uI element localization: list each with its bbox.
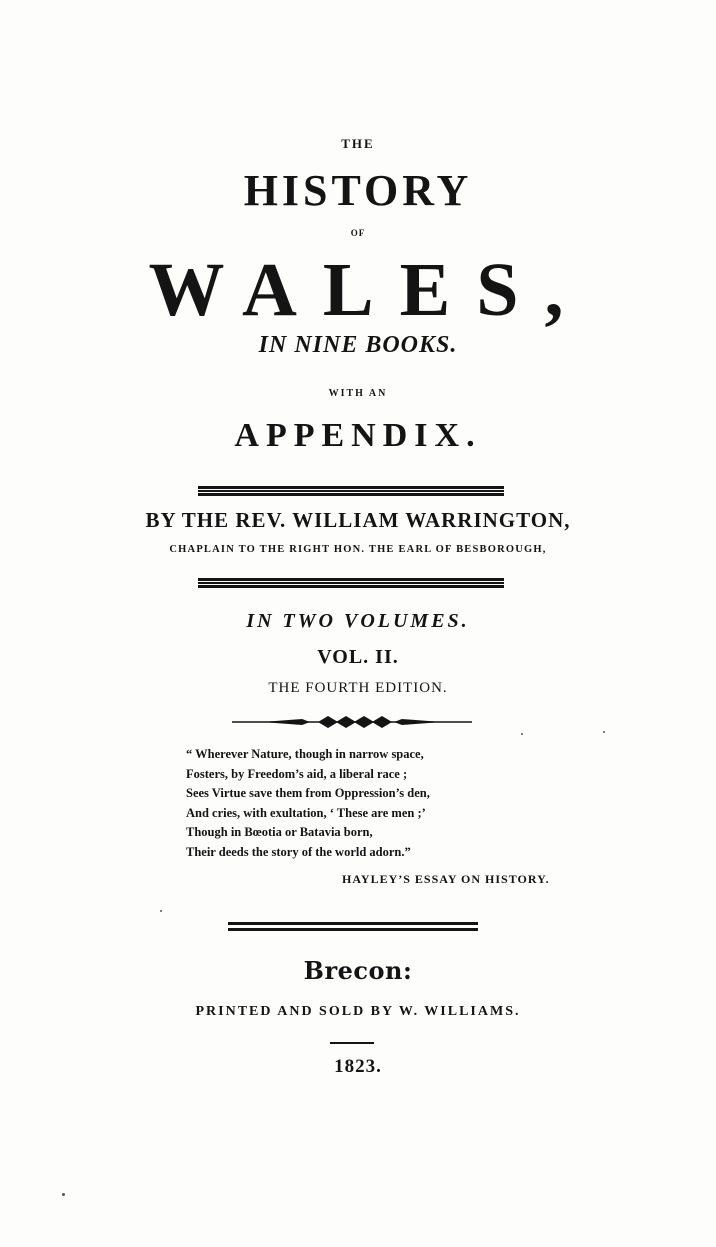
author-title: CHAPLAIN TO THE RIGHT HON. THE EARL OF BESBOROUGH, <box>169 544 547 555</box>
title-history: HISTORY <box>243 166 473 215</box>
paper-speck <box>62 1193 65 1196</box>
divider-rule-top <box>198 486 504 496</box>
epigraph-attribution: HAYLEY’S ESSAY ON HISTORY. <box>342 872 550 886</box>
author-line: BY THE REV. WILLIAM WARRINGTON, <box>145 508 571 532</box>
imprint-printer: PRINTED AND SOLD BY W. WILLIAMS. <box>195 1004 521 1019</box>
epigraph-line: Their deeds the story of the world adorn.” <box>186 844 411 859</box>
imprint-short-rule <box>330 1042 374 1044</box>
imprint-year: 1823. <box>334 1056 382 1077</box>
volumes-line: IN TWO VOLUMES. <box>246 610 470 632</box>
subtitle-appendix: APPENDIX. <box>234 417 482 454</box>
epigraph-line: Though in Bœotia or Batavia born, <box>186 825 373 839</box>
epigraph-line: Sees Virtue save them from Oppression’s den, <box>186 786 430 800</box>
title-wales: WALES, <box>148 248 590 332</box>
paper-speck <box>521 733 523 735</box>
title-the: THE <box>341 136 375 151</box>
epigraph <box>186 745 606 862</box>
paper-speck <box>160 910 162 912</box>
epigraph-line: And cries, with exultation, ‘ These are men ;’ <box>186 805 426 820</box>
paper-speck <box>603 731 605 733</box>
divider-rule-middle <box>198 578 504 588</box>
imprint-place: Brecon: <box>303 956 413 985</box>
epigraph-line: Fosters, by Freedom’s aid, a liberal race ; <box>186 766 408 781</box>
subtitle-nine-books: IN NINE BOOKS. <box>258 332 458 358</box>
title-of: OF <box>350 228 366 238</box>
epigraph-line: “ Wherever Nature, though in narrow space, <box>186 747 424 761</box>
edition-line: THE FOURTH EDITION. <box>268 680 448 696</box>
volume-number: VOL. II. <box>317 646 399 668</box>
subtitle-with-an: WITH AN <box>328 388 388 399</box>
ornament-divider-icon <box>232 714 472 730</box>
divider-rule-bottom <box>228 922 478 931</box>
